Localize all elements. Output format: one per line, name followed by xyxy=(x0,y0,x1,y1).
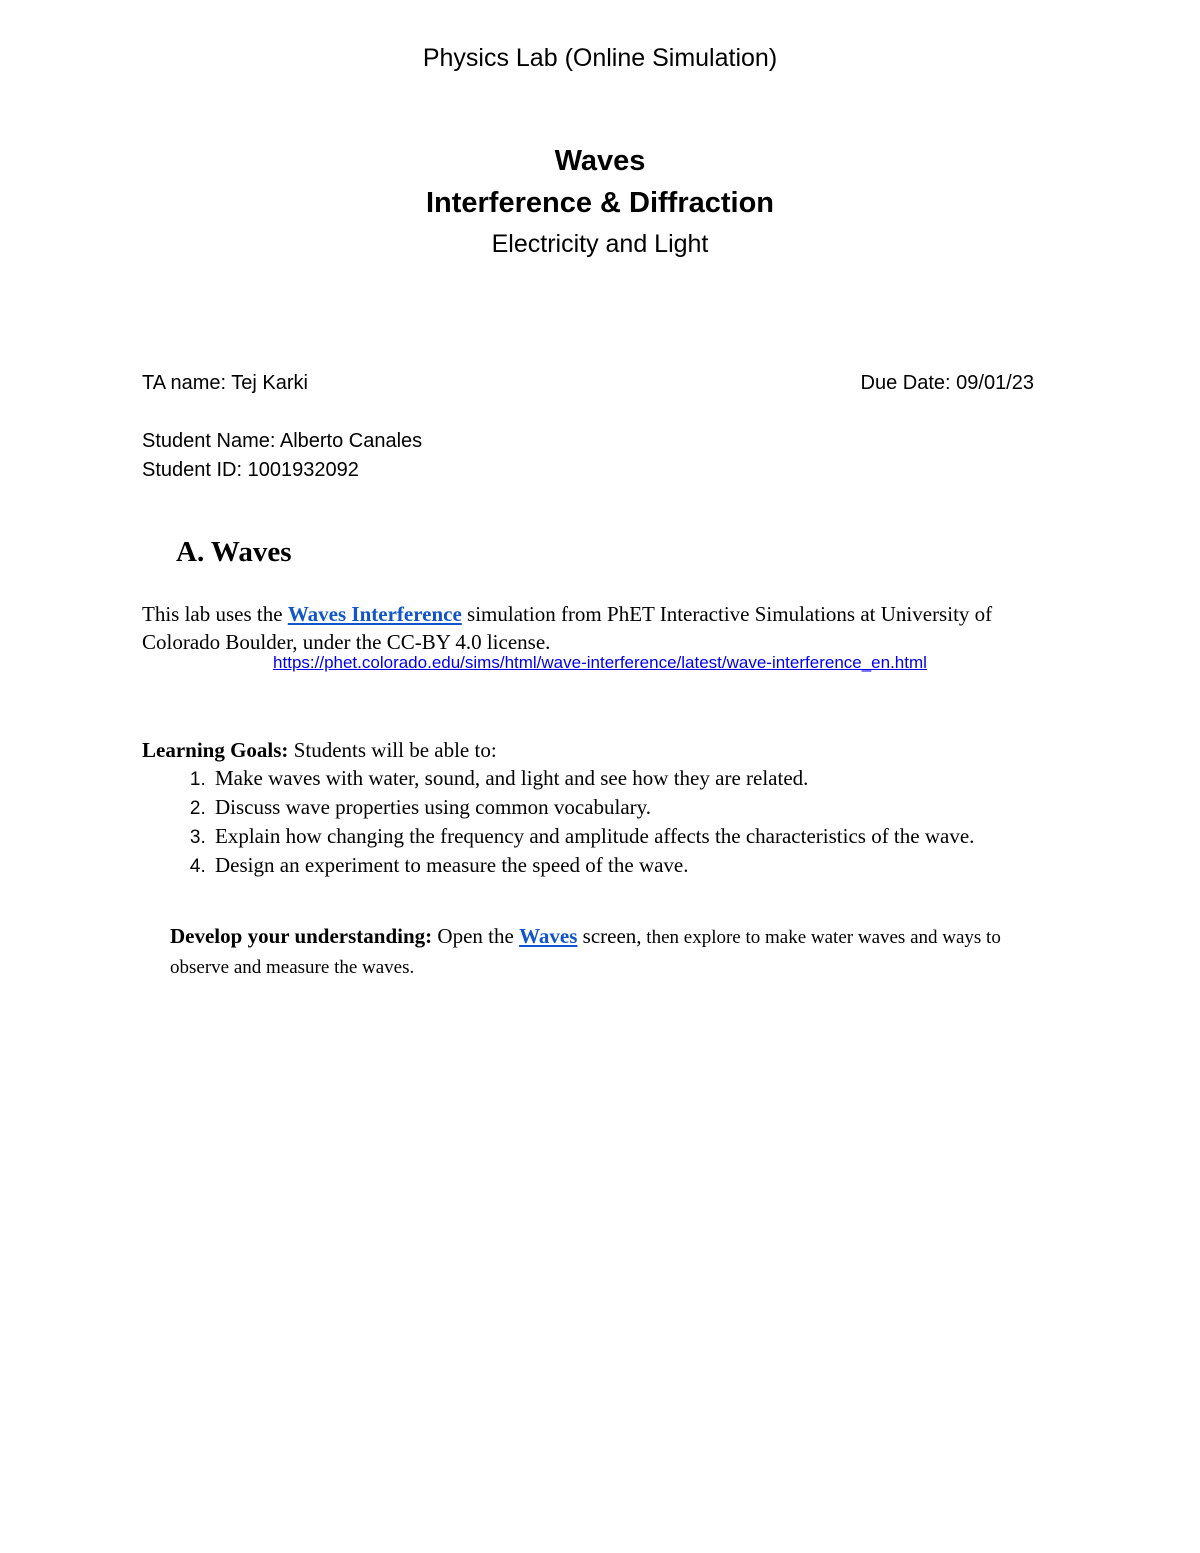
intro-paragraph xyxy=(142,600,1042,656)
page-header: Physics Lab (Online Simulation) xyxy=(422,44,778,72)
learning-goals-intro xyxy=(142,736,1022,764)
section-heading: A. Waves xyxy=(176,536,292,568)
develop-text-after: screen, xyxy=(577,924,642,948)
develop-label: Develop your understanding: xyxy=(170,924,433,948)
waves-screen-link[interactable]: Waves xyxy=(519,924,578,948)
title-block xyxy=(0,140,1200,262)
learning-goals xyxy=(142,736,1022,880)
list-item: 4. Design an experiment to measure the speed of the wave. xyxy=(211,851,1022,879)
simulation-url-link[interactable]: https://phet.colorado.edu/sims/html/wave-interference/latest/wave-interference_en.html xyxy=(273,653,927,672)
due-date: Due Date: 09/01/23 xyxy=(860,372,1034,394)
intro-text-before: This lab uses the xyxy=(142,602,288,626)
learning-goals-intro-text: Students will be able to: xyxy=(288,738,497,762)
develop-text-before: Open the xyxy=(432,924,520,948)
doc-title-line2: Interference & Diffraction xyxy=(425,187,775,219)
doc-subtitle: Electricity and Light xyxy=(491,230,709,258)
student-name: Student Name: Alberto Canales xyxy=(142,430,423,452)
list-item: 1. Make waves with water, sound, and light and see how they are related. xyxy=(211,764,1022,792)
intro-text-after: simulation from PhET Interactive Simulations at University of Colorado Boulder, under the CC-BY 4.0 license. xyxy=(142,602,993,654)
learning-goals-label: Learning Goals: xyxy=(142,738,289,762)
doc-title: Waves xyxy=(554,145,646,177)
waves-interference-link[interactable]: Waves Interference xyxy=(287,602,462,626)
develop-paragraph xyxy=(170,922,1050,982)
list-item: 3. Explain how changing the frequency and amplitude affects the characteristics of the wave. xyxy=(211,822,1022,850)
develop-text-small: then explore to make water waves and ways to observe and measure the waves. xyxy=(170,927,1001,978)
ta-name: TA name: Tej Karki xyxy=(142,372,308,394)
learning-goals-list xyxy=(142,764,1022,879)
list-item: 2. Discuss wave properties using common vocabulary. xyxy=(211,793,1022,821)
student-id: Student ID: 1001932092 xyxy=(142,459,359,481)
